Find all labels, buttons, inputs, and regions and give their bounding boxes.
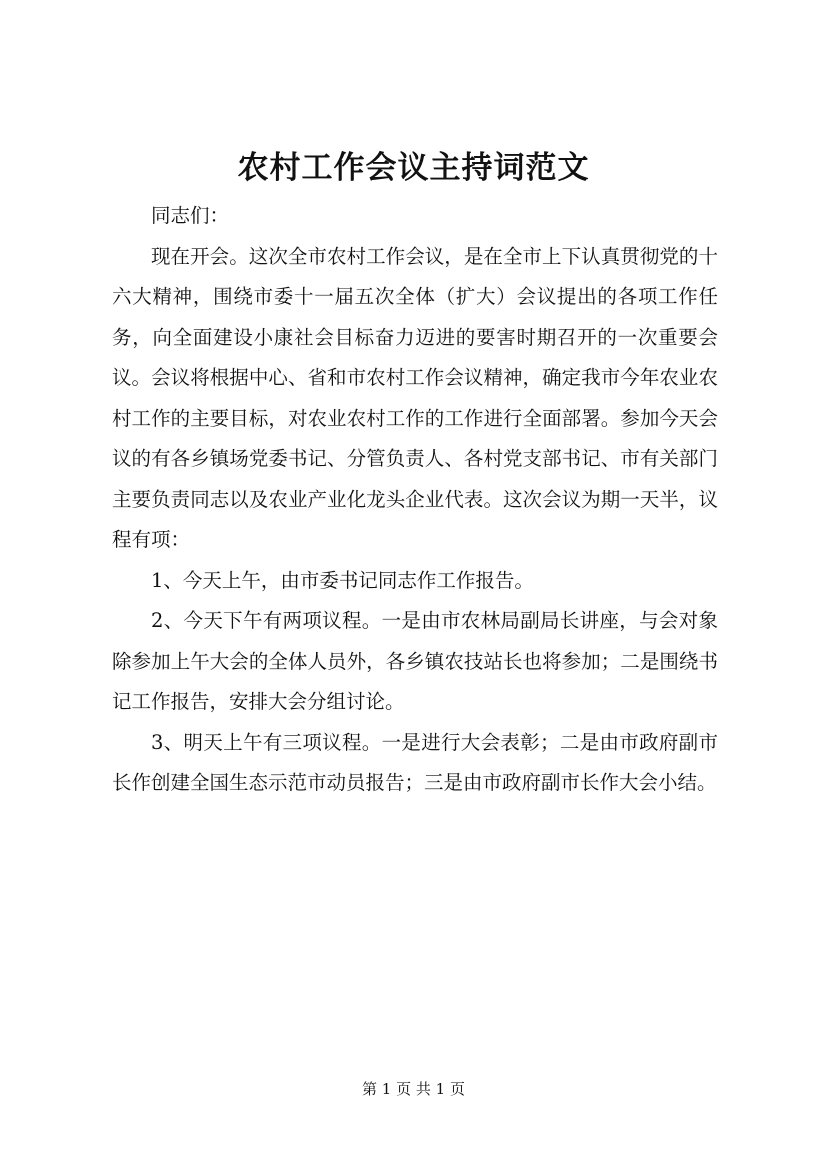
document-title: 农村工作会议主持词范文 (237, 150, 590, 186)
salutation: 同志们： (151, 204, 230, 227)
paragraph-intro: 现在开会。这次全市农村工作会议，是在全市上下认真贯彻党的十六大精神，围绕市委十一届五次全体（扩大）会议提出的各项工作任务，向全面建设小康社会目标奋力迈进的要害时期召开的一次重要会议。会议将根据中心、省和市农村工作会议精神，确定我市今年农业农村工作的主要目标，对农业农村工作的工作进行全面部署。参加今天会议的有各乡镇场党委书记、分管负责人、各村党支部书记、市有关部门主要负责同志以及农业产业化龙头企业代表。这次会议为期一天半，议程有项： (112, 244, 718, 551)
paragraph-agenda-3: 3、明天上午有三项议程。一是进行大会表彰；二是由市政府副市长作创建全国生态示范市动员报告；三是由市政府副市长作大会小结。 (112, 730, 718, 794)
document-body (112, 196, 718, 804)
page-number-footer: 第 1 页 共 1 页 (362, 1080, 465, 1098)
paragraph-agenda-1: 1、今天上午，由市委书记同志作工作报告。 (151, 568, 534, 592)
paragraph-agenda-2: 2、今天下午有两项议程。一是由市农林局副局长讲座，与会对象除参加上午大会的全体人员外，各乡镇农技站长也将参加；二是围绕书记工作报告，安排大会分组讨论。 (112, 609, 718, 713)
